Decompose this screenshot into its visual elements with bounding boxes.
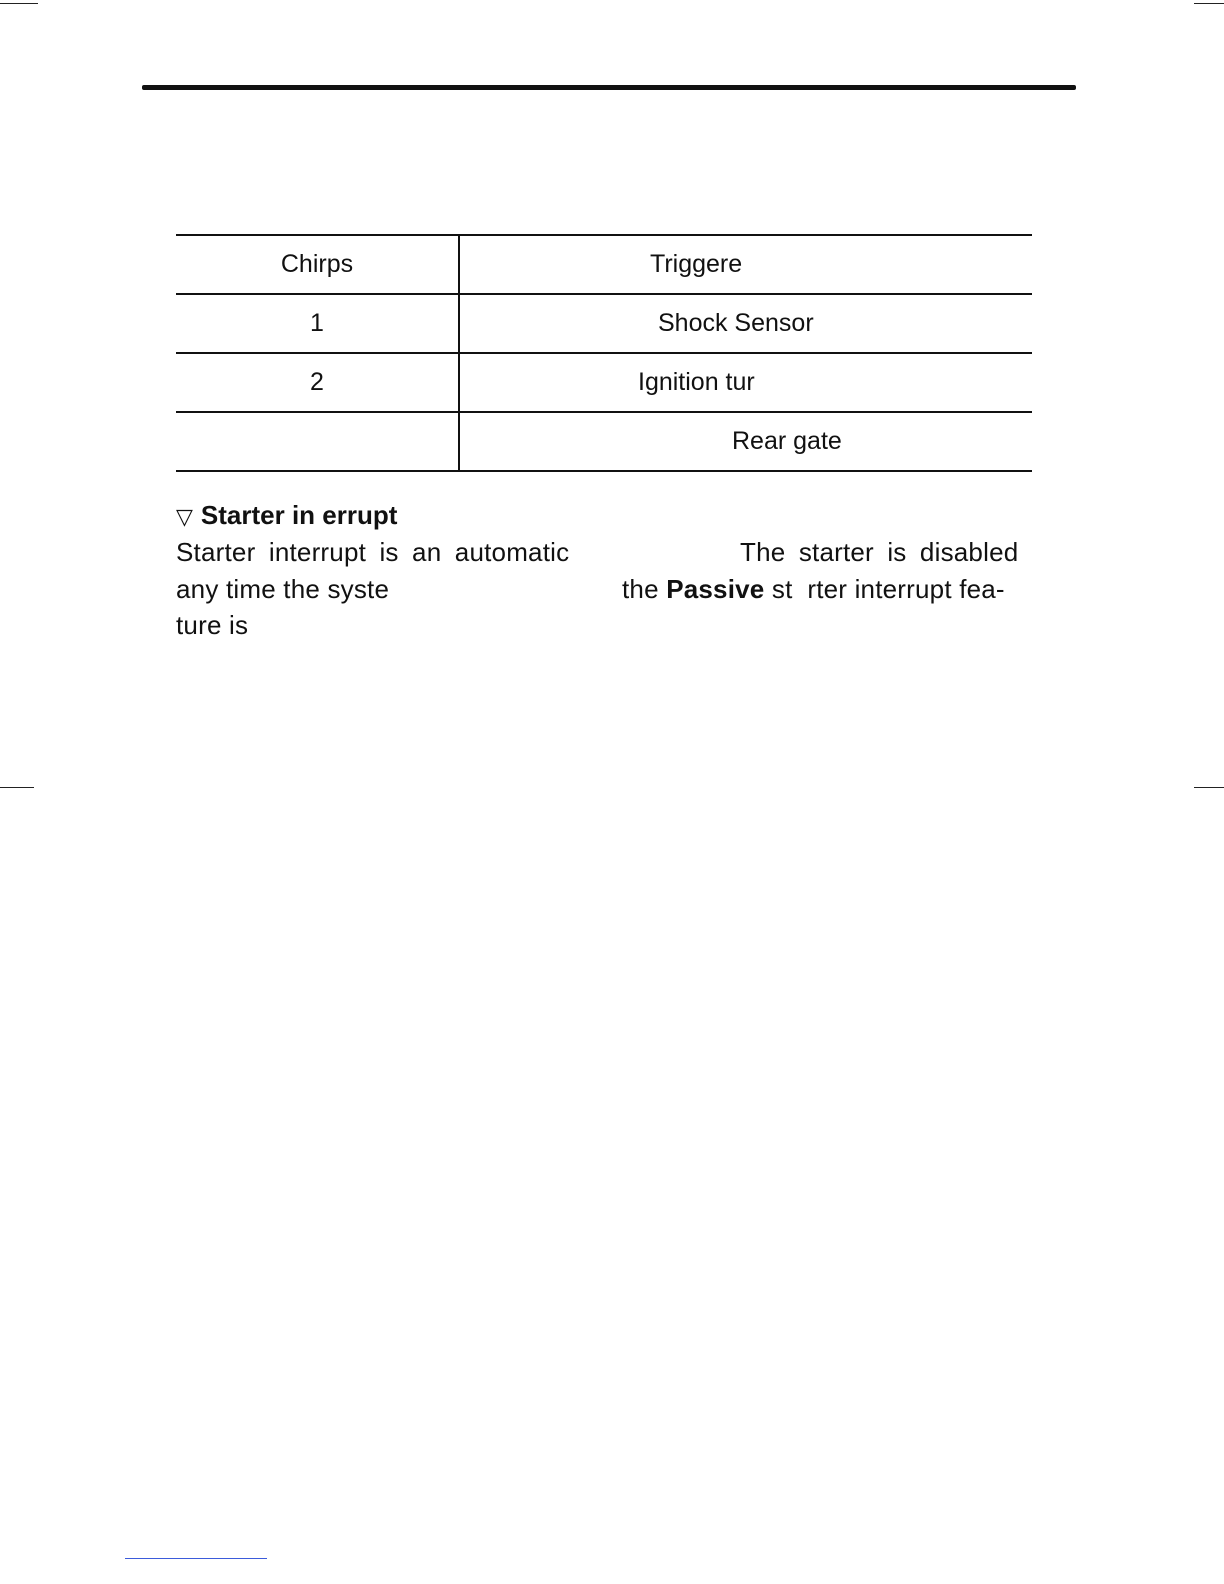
crop-mark-middle-left	[0, 787, 34, 788]
trigger-cell	[459, 412, 1032, 471]
table-row	[176, 353, 1032, 412]
table-row	[176, 294, 1032, 353]
table-header-row	[176, 235, 1032, 294]
trigger-cell	[459, 353, 1032, 412]
body-line-1-right: The starter is disabled	[740, 537, 1019, 567]
trigger-text: Ignition tur	[638, 367, 755, 396]
chirps-cell: 1	[176, 294, 459, 353]
chirps-cell: 2	[176, 353, 459, 412]
crop-mark-top-left	[0, 3, 38, 4]
header-chirps: Chirps	[176, 235, 459, 294]
trigger-cell	[459, 294, 1032, 353]
crop-mark-middle-right	[1194, 787, 1224, 788]
section-title: Starter in errupt	[200, 500, 398, 530]
passive-keyword: Passive	[666, 574, 765, 604]
body-line-2-right	[622, 574, 1005, 605]
trigger-text: Rear gate	[732, 426, 842, 455]
footer-link-underline	[125, 1558, 267, 1559]
body-line-2-left: any time the syste	[176, 574, 390, 604]
crop-mark-top-right	[1194, 3, 1224, 4]
chirps-trigger-table	[176, 234, 1032, 472]
header-rule	[142, 85, 1076, 90]
trigger-text: Shock Sensor	[658, 308, 814, 337]
body-line-1-left: Starter interrupt is an automatic	[176, 537, 570, 567]
header-trigger-cell	[459, 235, 1032, 294]
down-triangle-icon: ▽	[176, 505, 193, 530]
section-heading	[176, 500, 397, 531]
chirps-cell	[176, 412, 459, 471]
body-text: st rter interrupt fea-	[771, 574, 1005, 604]
header-trigger: Triggere	[650, 249, 743, 278]
table-row	[176, 412, 1032, 471]
body-text: the	[622, 574, 659, 604]
body-line-3: ture is	[176, 610, 249, 640]
